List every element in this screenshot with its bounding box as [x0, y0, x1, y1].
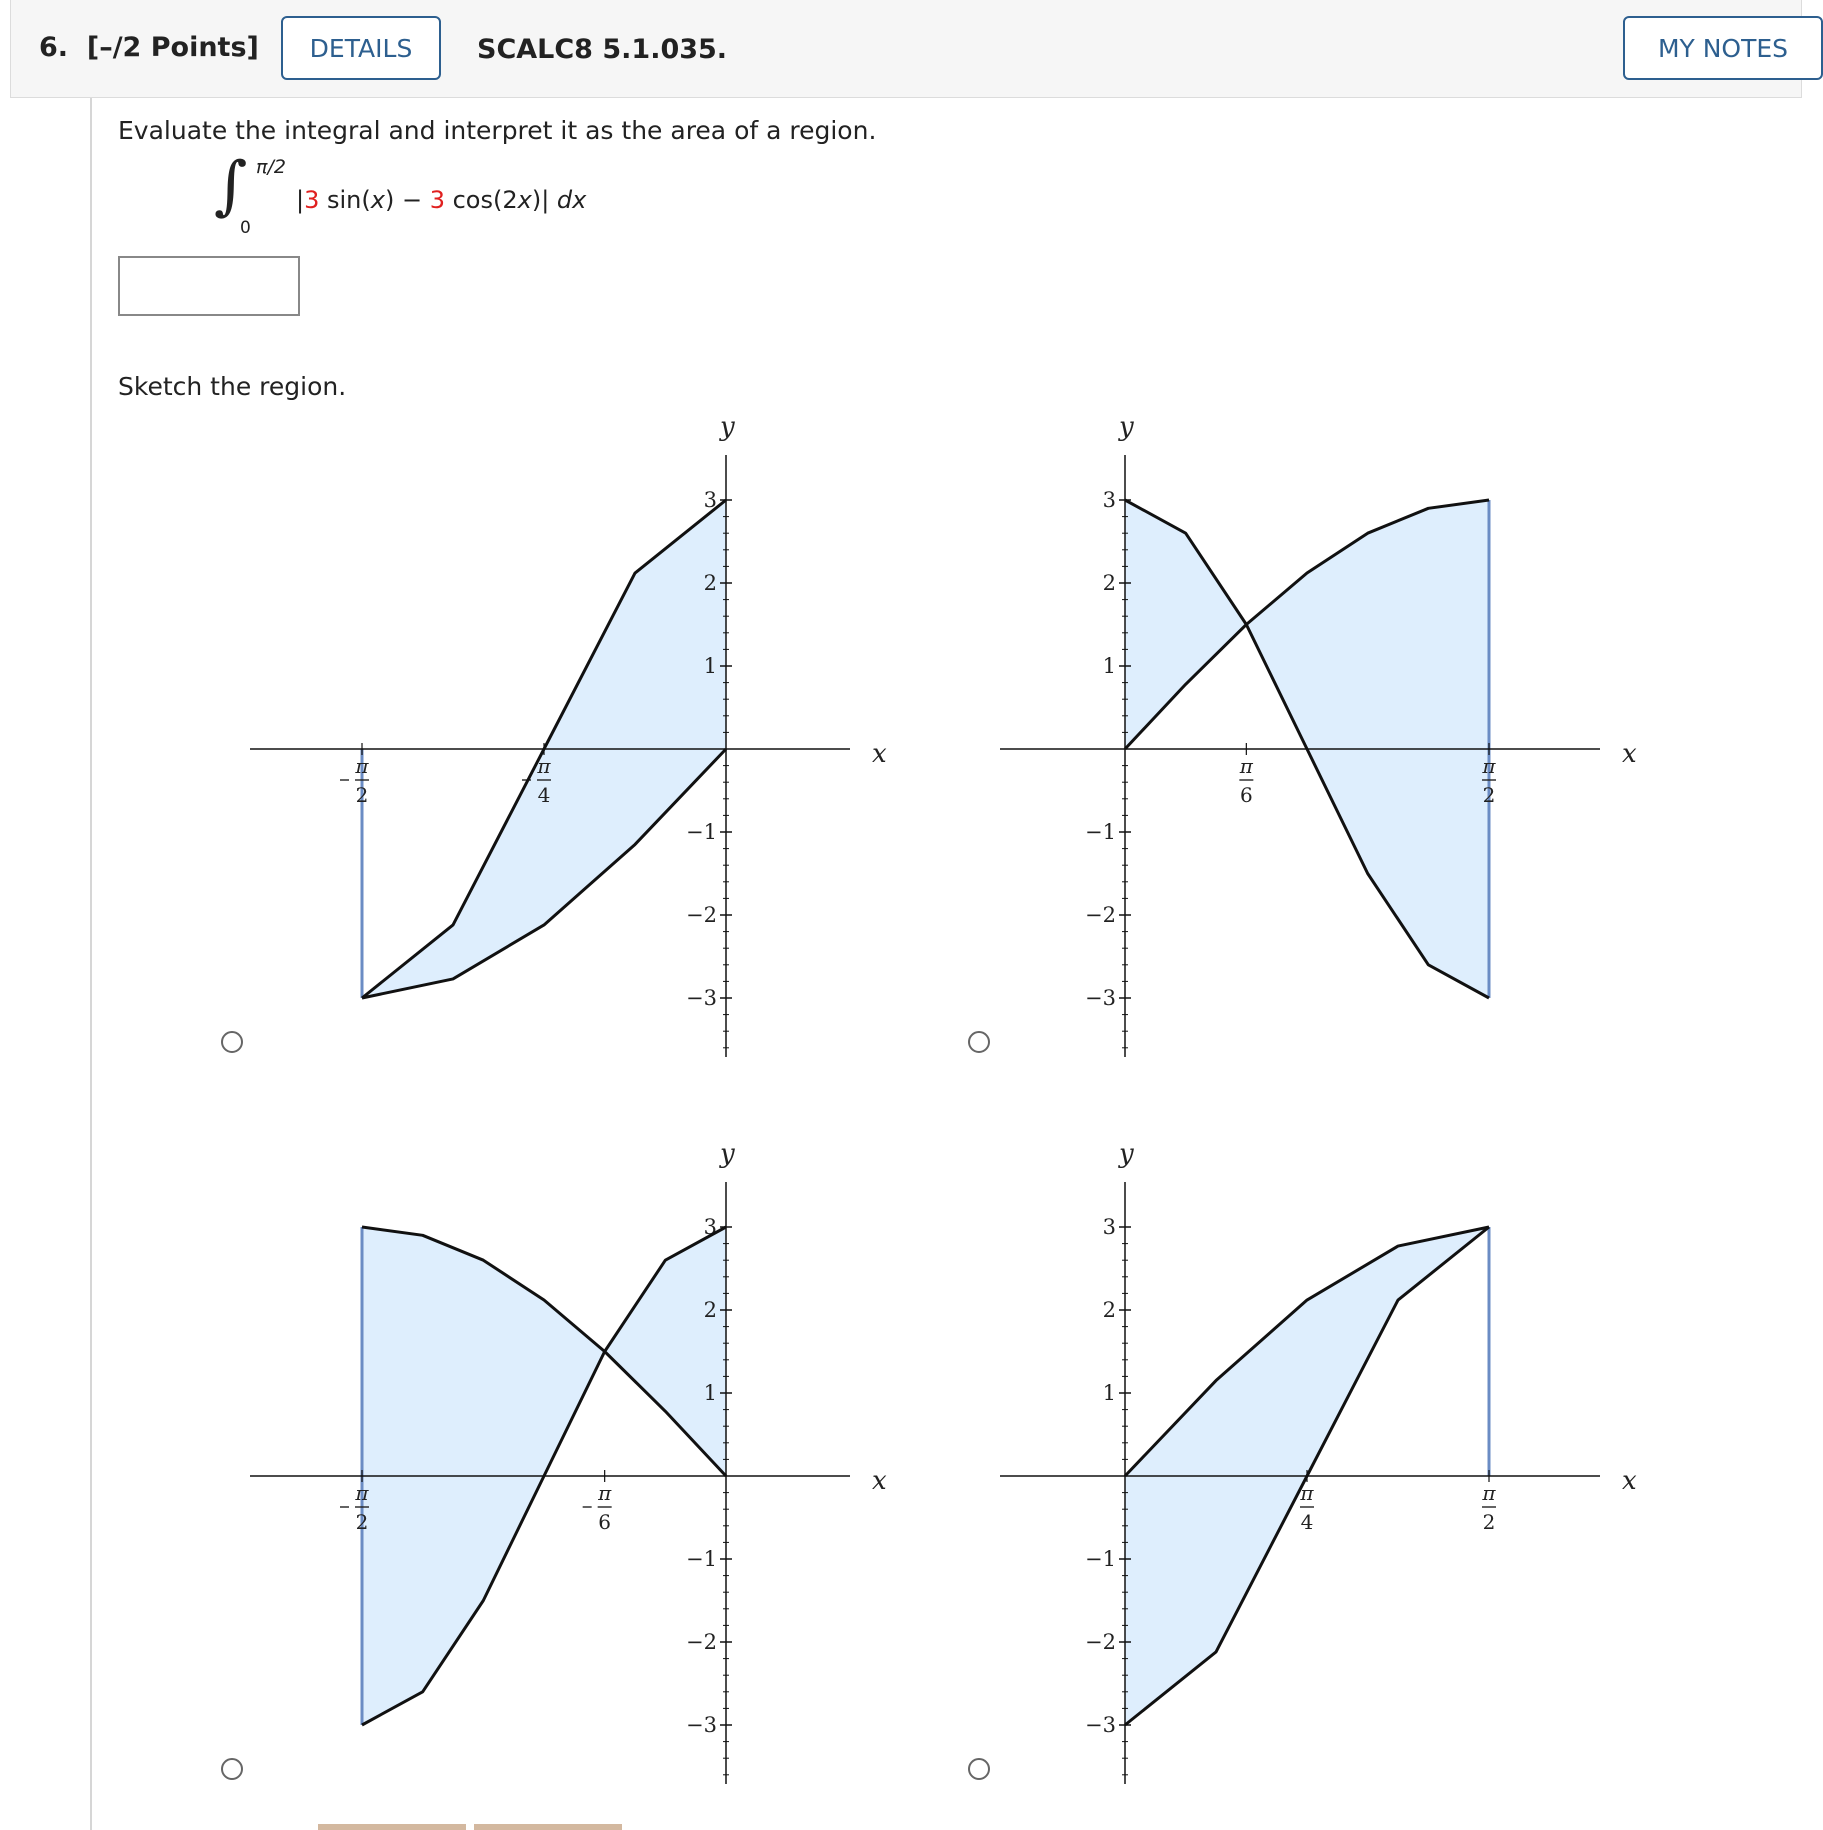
- integrand: |3 sin(x) − 3 cos(2x)| dx: [296, 186, 587, 214]
- y-tick-label: 1: [703, 1381, 717, 1405]
- x-tick-label-numerator: π: [1482, 754, 1496, 778]
- y-axis-label: y: [720, 1139, 735, 1169]
- y-tick-label: 2: [1102, 571, 1116, 595]
- x-tick-label-numerator: π: [1239, 754, 1253, 778]
- y-tick-label: −3: [686, 986, 717, 1010]
- coefficient-1: 3: [304, 186, 320, 214]
- x-tick-label-numerator: π: [355, 754, 369, 778]
- y-axis-label: y: [720, 412, 735, 442]
- y-tick-label: 3: [1102, 1215, 1116, 1239]
- y-tick-label: 1: [1102, 654, 1116, 678]
- answer-input[interactable]: [118, 256, 300, 316]
- question-header: [10, 0, 1802, 98]
- y-tick-label: 1: [1102, 1381, 1116, 1405]
- y-tick-label: 2: [703, 1298, 717, 1322]
- y-tick-label: −3: [686, 1713, 717, 1737]
- problem-code: SCALC8 5.1.035.: [477, 34, 728, 65]
- y-tick-label: −2: [686, 1630, 717, 1654]
- x-tick-label-numerator: π: [355, 1481, 369, 1505]
- x-tick-label-denominator: 2: [1482, 783, 1496, 807]
- integral-lower-limit: 0: [240, 218, 251, 238]
- y-tick-label: 3: [703, 1215, 717, 1239]
- details-button[interactable]: DETAILS: [281, 16, 441, 80]
- question-left-border: [90, 98, 92, 1830]
- y-tick-label: 2: [1102, 1298, 1116, 1322]
- question-number: 6. [–/2 Points]: [39, 32, 259, 63]
- x-tick-label-denominator: 4: [1300, 1510, 1314, 1534]
- chart-option-1: [240, 405, 887, 1065]
- my-notes-button[interactable]: MY NOTES: [1623, 16, 1823, 80]
- y-axis-label: y: [1119, 1139, 1134, 1169]
- x-tick-label-denominator: 2: [355, 1510, 369, 1534]
- y-tick-label: −3: [1085, 1713, 1116, 1737]
- chart-option-3: [240, 1132, 887, 1792]
- x-tick-label-denominator: 6: [598, 1510, 612, 1534]
- sketch-prompt: Sketch the region.: [118, 372, 347, 401]
- problem-prompt: Evaluate the integral and interpret it as the area of a region.: [118, 116, 877, 145]
- y-axis-label: y: [1119, 412, 1134, 442]
- x-tick-label-numerator: π: [598, 1481, 612, 1505]
- x-tick-label-numerator: π: [537, 754, 551, 778]
- integral-upper-limit: π/2: [256, 156, 286, 178]
- coefficient-2: 3: [429, 186, 445, 214]
- integral-expression: [210, 149, 730, 242]
- x-tick-label-numerator: π: [1300, 1481, 1314, 1505]
- x-axis-label: x: [872, 1466, 887, 1496]
- chart-option-2: [990, 405, 1670, 1065]
- y-tick-label: −1: [1085, 1547, 1116, 1571]
- y-tick-label: −2: [686, 903, 717, 927]
- y-tick-label: 3: [703, 488, 717, 512]
- y-tick-label: −1: [686, 820, 717, 844]
- y-tick-label: 1: [703, 654, 717, 678]
- points-label: [–/2 Points]: [86, 32, 259, 63]
- y-tick-label: −3: [1085, 986, 1116, 1010]
- x-tick-label-denominator: 2: [1482, 1510, 1496, 1534]
- chart-option-4: [990, 1132, 1670, 1792]
- y-tick-label: −1: [1085, 820, 1116, 844]
- submit-button-edge[interactable]: [318, 1824, 466, 1830]
- x-axis-label: x: [1622, 1466, 1637, 1496]
- y-tick-label: −2: [1085, 1630, 1116, 1654]
- y-tick-label: 2: [703, 571, 717, 595]
- radio-option-1[interactable]: [221, 1031, 243, 1053]
- radio-option-2[interactable]: [968, 1031, 990, 1053]
- x-axis-label: x: [1622, 739, 1637, 769]
- x-tick-label-numerator: π: [1482, 1481, 1496, 1505]
- x-tick-label-denominator: 2: [355, 783, 369, 807]
- save-button-edge[interactable]: [474, 1824, 622, 1830]
- integral-sign: ∫: [214, 149, 248, 223]
- y-tick-label: 3: [1102, 488, 1116, 512]
- y-tick-label: −2: [1085, 903, 1116, 927]
- x-tick-label-denominator: 4: [537, 783, 551, 807]
- x-tick-label-denominator: 6: [1239, 783, 1253, 807]
- radio-option-3[interactable]: [221, 1758, 243, 1780]
- y-tick-label: −1: [686, 1547, 717, 1571]
- x-axis-label: x: [872, 739, 887, 769]
- radio-option-4[interactable]: [968, 1758, 990, 1780]
